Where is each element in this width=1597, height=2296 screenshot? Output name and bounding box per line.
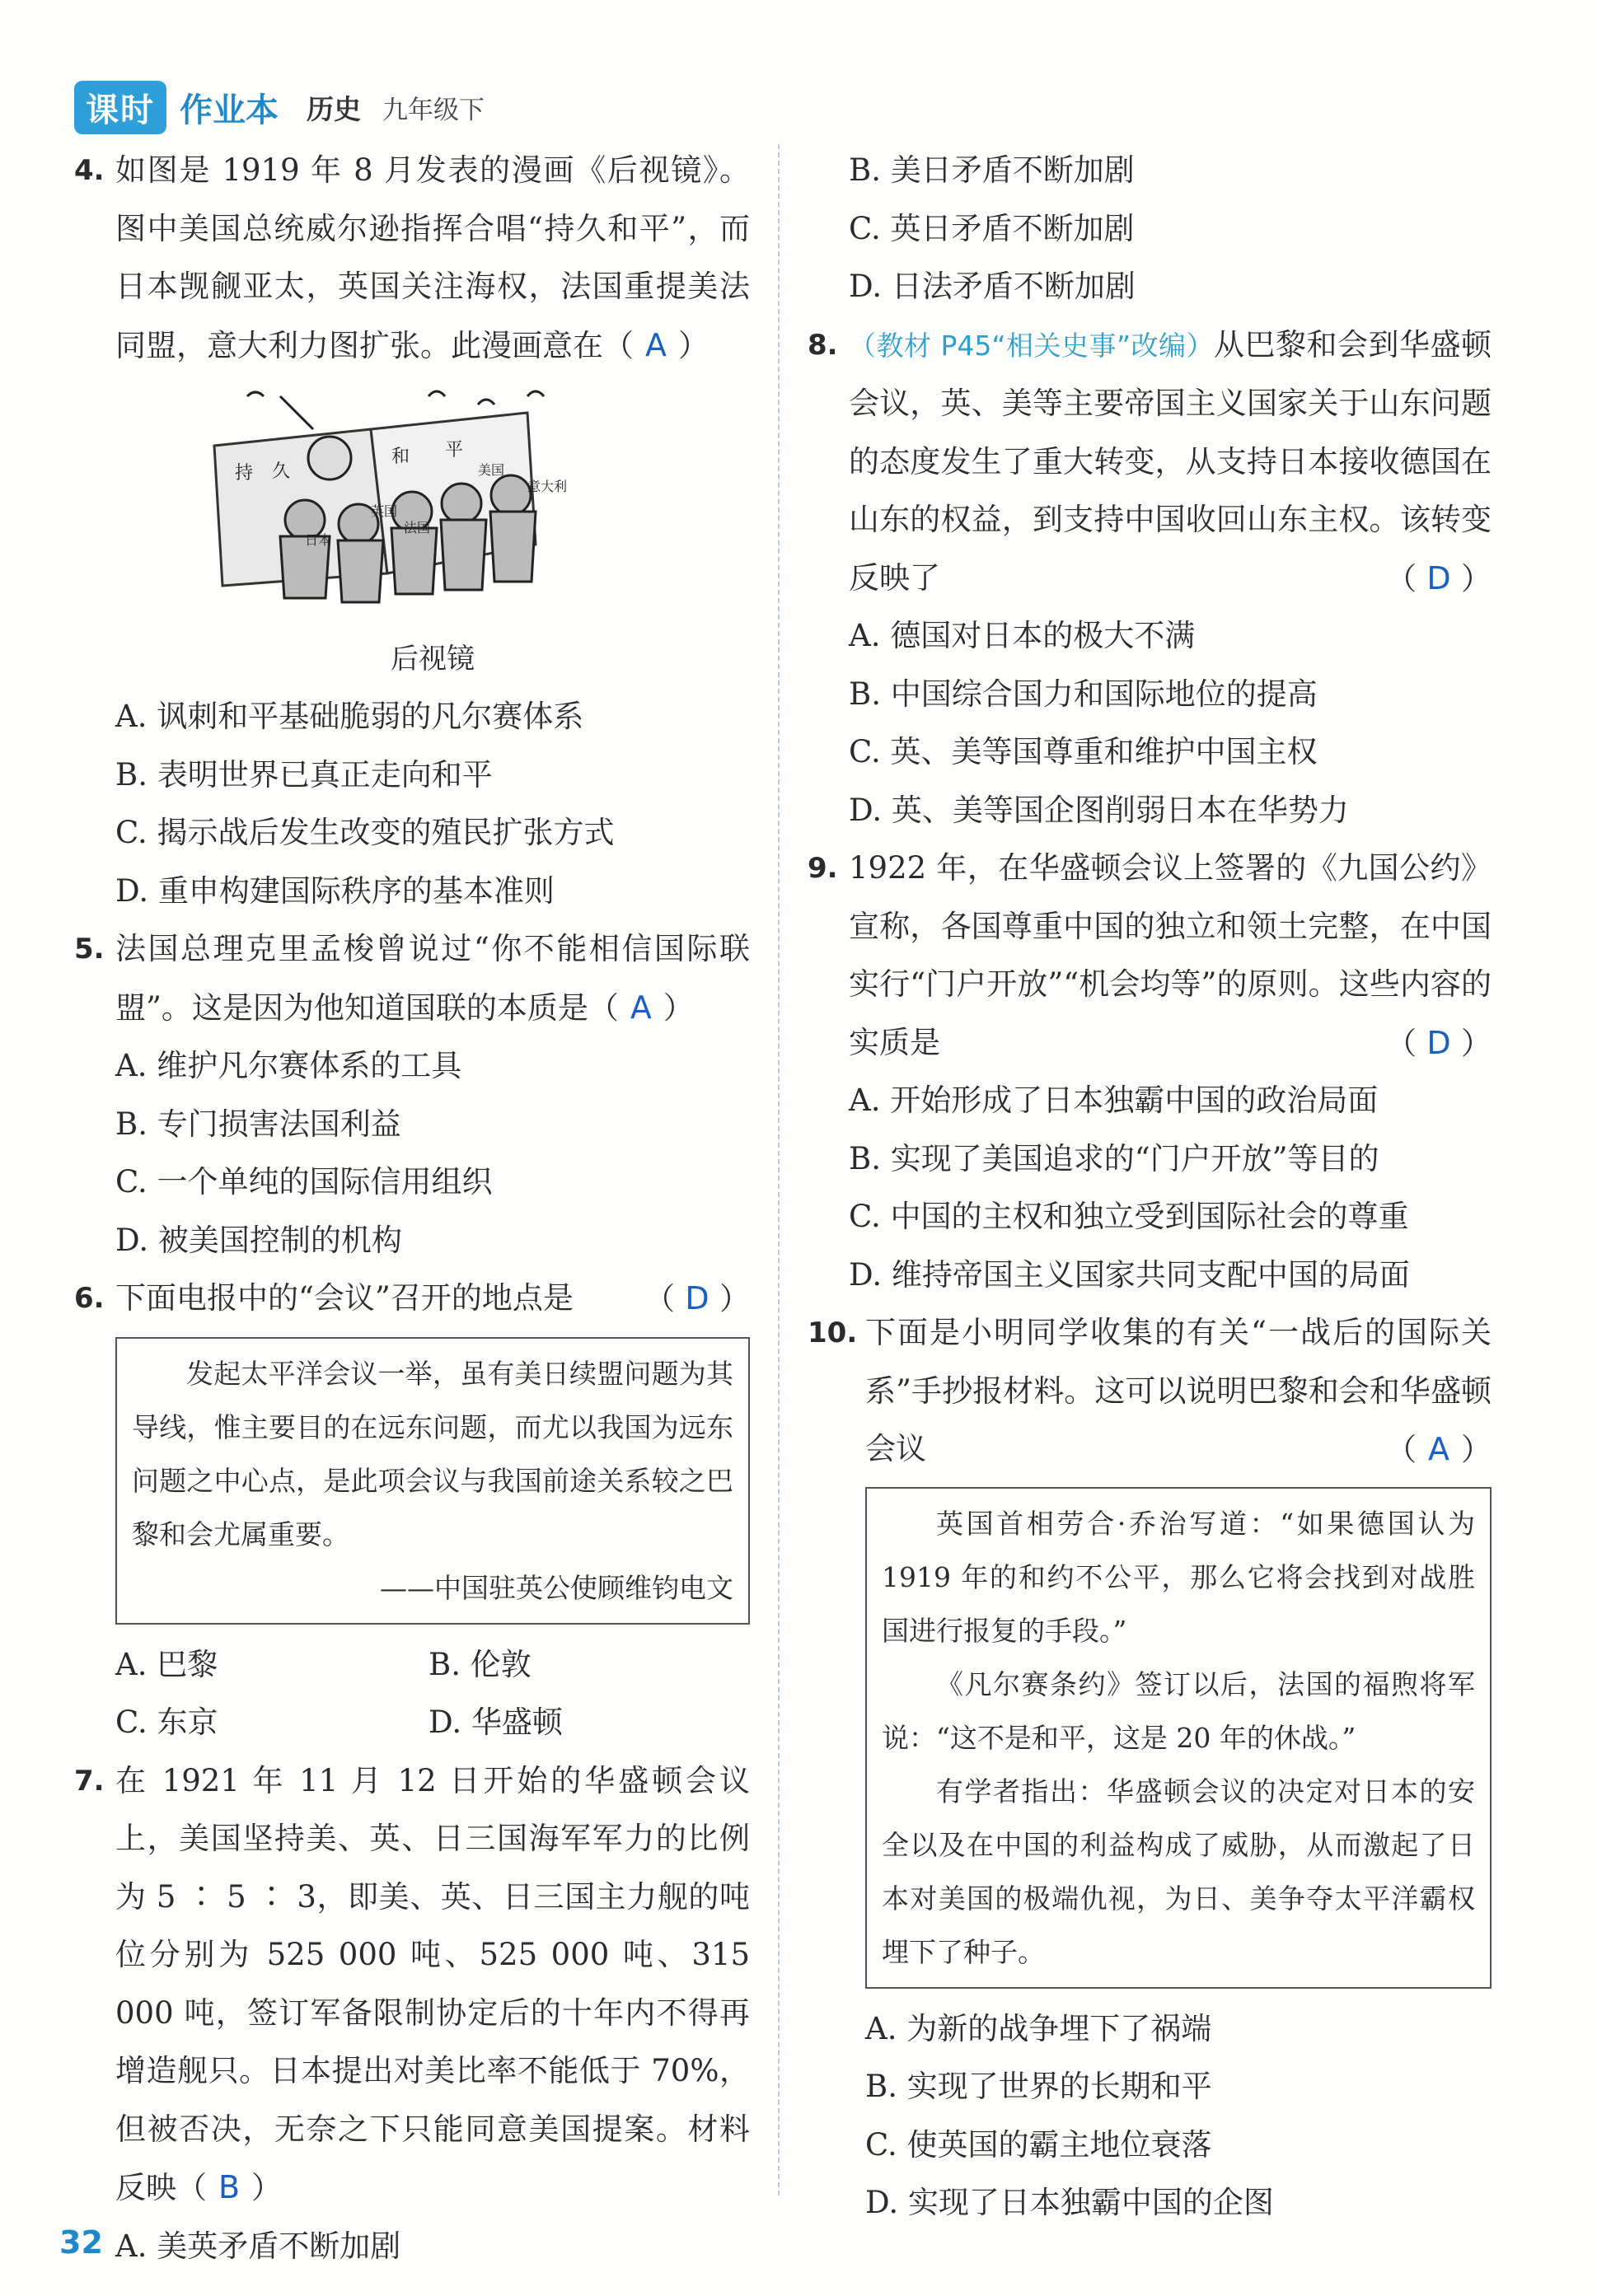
question-number: 10. <box>808 1316 858 1349</box>
answer: D <box>1426 1024 1451 1061</box>
question-number: 8. <box>808 328 838 362</box>
cartoon-illustration <box>181 380 643 610</box>
option-a: A. 开始形成了日本独霸中国的政治局面 <box>849 1083 1379 1118</box>
option-a: A. 讽刺和平基础脆弱的凡尔赛体系 <box>115 699 584 734</box>
option-c: C. 使英国的霸主地位衰落 <box>865 2126 1212 2163</box>
question-7-continued <box>808 142 1492 316</box>
option-c: C. 英日矛盾不断加剧 <box>849 210 1135 246</box>
answer: B <box>218 2169 241 2205</box>
question-stem: （教材 P45“相关史事”改编）从巴黎和会到华盛顿会议，英、美等主要帝国主义国家关于山东问题的态度发生了重大转变，从支持日本接收德国在山东的权益，到支持中国收回山东主权。该转变反映了 （ D ） <box>849 316 1492 608</box>
cartoon-label: 日本 <box>305 532 332 548</box>
question-5 <box>74 920 750 1270</box>
answer: A <box>1428 1431 1449 1467</box>
question-stem: 下面电报中的“会议”召开的地点是 （ D ） <box>115 1270 750 1329</box>
options-grid <box>115 1636 750 1752</box>
option-a: A. 维护凡尔赛体系的工具 <box>115 1048 462 1083</box>
option-b: B. 美日矛盾不断加剧 <box>849 152 1135 188</box>
option-c: C. 一个单纯的国际信用组织 <box>115 1164 493 1199</box>
option-b: B. 实现了世界的长期和平 <box>865 2069 1212 2104</box>
question-number: 7. <box>74 1764 105 1798</box>
grade-label: 九年级下 <box>382 95 485 125</box>
answer: D <box>685 1280 710 1316</box>
question-4 <box>74 142 750 920</box>
option-b: B. 实现了美国追求的“门户开放”等目的 <box>849 1140 1379 1176</box>
cartoon-label: 法国 <box>404 520 431 535</box>
option-a: A. 为新的战争埋下了祸端 <box>865 2010 1212 2046</box>
question-number: 5. <box>74 933 105 966</box>
option-c: C. 东京 <box>115 1704 218 1740</box>
option-d: D. 华盛顿 <box>429 1704 563 1740</box>
option-a: A. 德国对日本的极大不满 <box>849 618 1196 653</box>
option-a: A. 巴黎 <box>115 1646 218 1682</box>
answer: A <box>645 326 667 363</box>
option-c: C. 中国的主权和独立受到国际社会的尊重 <box>849 1199 1409 1234</box>
page-number: 32 <box>59 2224 103 2261</box>
cartoon-label: 英国 <box>371 503 398 519</box>
cartoon-label: 和 <box>391 447 410 467</box>
question-stem: 下面是小明同学收集的有关“一战后的国际关系”手抄报材料。这可以说明巴黎和会和华盛顿会议 （ A ） <box>865 1304 1492 1479</box>
option-c: C. 英、美等国尊重和维护中国主权 <box>849 734 1318 769</box>
question-10 <box>808 1304 1492 2233</box>
option-d: D. 维持帝国主义国家共同支配中国的局面 <box>849 1256 1410 1293</box>
question-stem: 1922 年，在华盛顿会议上签署的《九国公约》宣称，各国尊重中国的独立和领土完整，在中国实行“门户开放”“机会均等”的原则。这些内容的实质是 （ D ） <box>849 839 1492 1072</box>
option-d: D. 实现了日本独霸中国的企图 <box>865 2185 1274 2220</box>
quote-text: 《凡尔赛条约》签订以后，法国的福煦将军说：“这不是和平，这是 20 年的休战。” <box>882 1667 1475 1754</box>
question-source: （教材 P45“相关史事”改编） <box>849 329 1215 362</box>
option-d: D. 被美国控制的机构 <box>115 1222 402 1258</box>
option-b: B. 表明世界已真正走向和平 <box>115 756 493 793</box>
option-d: D. 英、美等国企图削弱日本在华势力 <box>849 792 1349 828</box>
option-b: B. 伦敦 <box>429 1646 532 1682</box>
answer: A <box>630 989 652 1026</box>
option-c: C. 揭示战后发生改变的殖民扩张方式 <box>115 815 615 850</box>
option-b: B. 中国综合国力和国际地位的提高 <box>849 676 1318 712</box>
question-8 <box>808 316 1492 840</box>
quote-text: 发起太平洋会议一举，虽有美日续盟问题为其导线，惟主要目的在远东问题，而尤以我国为远东问题之中心点，是此项会议与我国前途关系较之巴黎和会尤属重要。 <box>132 1357 733 1550</box>
quote-box <box>115 1337 750 1625</box>
question-number: 4. <box>74 154 105 187</box>
question-stem: 如图是 1919 年 8 月发表的漫画《后视镜》。图中美国总统威尔逊指挥合唱“持久和平”，而日本觊觎亚太，英国关注海权，法国重提美法同盟，意大利力图扩张。此漫画意在（ A ） <box>115 142 750 375</box>
cartoon-label: 久 <box>272 461 291 482</box>
book-title: 作业本 <box>180 91 279 129</box>
answer: D <box>1426 559 1451 596</box>
question-number: 6. <box>74 1282 105 1315</box>
left-column <box>74 142 750 2275</box>
column-divider <box>778 144 780 2195</box>
brand-logo: 课时 <box>74 81 166 134</box>
page-header <box>74 82 485 132</box>
cartoon-label: 意大利 <box>527 479 568 494</box>
question-7 <box>74 1752 750 2276</box>
quote-text: 英国首相劳合·乔治写道：“如果德国认为 1919 年的和约不公平，那么它将会找到对战胜国进行报复的手段。” <box>882 1507 1475 1647</box>
option-d: D. 日法矛盾不断加剧 <box>849 269 1136 304</box>
quote-source: ——中国驻英公使顾维钧电文 <box>380 1571 733 1604</box>
quote-box <box>865 1487 1492 1989</box>
cartoon-label: 持 <box>235 463 254 484</box>
right-column <box>808 142 1492 2233</box>
subject-label: 历史 <box>307 92 361 125</box>
option-a: A. 美英矛盾不断加剧 <box>115 2228 401 2264</box>
cartoon-label: 美国 <box>478 462 505 478</box>
cartoon-caption: 后视镜 <box>391 642 475 676</box>
cartoon-label: 平 <box>445 440 464 461</box>
option-d: D. 重申构建国际秩序的基本准则 <box>115 872 555 909</box>
quote-text: 有学者指出：华盛顿会议的决定对日本的安全以及在中国的利益构成了威胁，从而激起了日本对美国的极端仇视，为日、美争夺太平洋霸权埋下了种子。 <box>882 1775 1475 1968</box>
question-6 <box>74 1270 750 1752</box>
question-stem: 在 1921 年 11 月 12 日开始的华盛顿会议上，美国坚持美、英、日三国海军军力的比例为 5 ∶ 5 ∶ 3，即美、英、日三国主力舰的吨位分别为 525 000 吨、525 000 吨、315 000 吨，签订军备限制协定后的十年内不得再增造舰只。日本提出对美比率不能低于 70%，但被否决，无奈之下只能同意美国提案。材料反映（ B ） <box>115 1752 750 2218</box>
option-b: B. 专门损害法国利益 <box>115 1106 401 1142</box>
question-stem: 法国总理克里孟梭曾说过“你不能相信国际联盟”。这是因为他知道国联的本质是（ A ） <box>115 920 750 1037</box>
question-number: 9. <box>808 852 838 885</box>
question-9 <box>808 839 1492 1304</box>
